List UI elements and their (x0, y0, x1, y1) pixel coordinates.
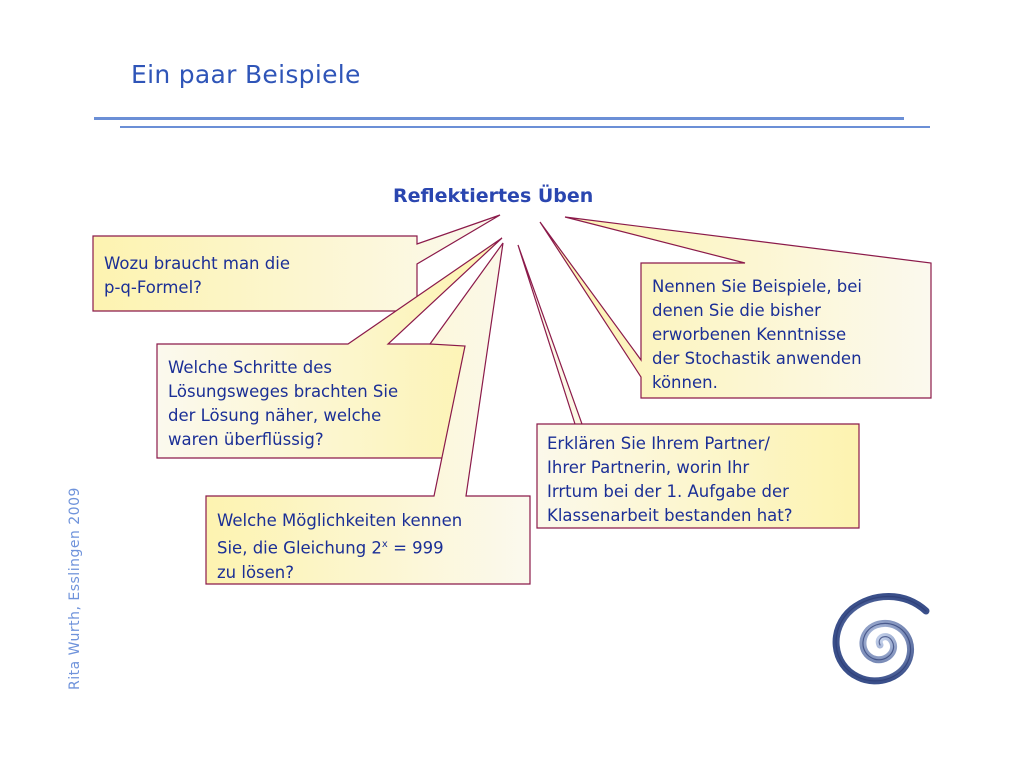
box-line: p-q-Formel? (104, 278, 202, 297)
spiral-logo-icon (818, 585, 938, 695)
box-line: der Stochastik anwenden (652, 349, 862, 368)
diagram-heading: Reflektiertes Üben (393, 185, 594, 207)
box-line: Welche Schritte des (168, 358, 332, 377)
box-line: Wozu braucht man die (104, 254, 290, 273)
box-loesungsweg (158, 352, 458, 456)
box-line: waren überflüssig? (168, 430, 324, 449)
box-irrtum (537, 428, 857, 532)
box-gleichung (207, 505, 529, 589)
box-line: erworbenen Kenntnisse (652, 325, 847, 344)
box-line: der Lösung näher, welche (168, 406, 382, 425)
box-line: zu lösen? (217, 562, 295, 582)
box-line: Erklären Sie Ihrem Partner/ (547, 434, 770, 453)
box-line: Lösungsweges brachten Sie (168, 382, 399, 401)
box-line: können. (652, 373, 718, 392)
box-line: Ihrer Partnerin, worin Ihr (547, 458, 750, 477)
box-line: Irrtum bei der 1. Aufgabe der (547, 482, 789, 501)
box-line: Welche Möglichkeiten kennen (217, 511, 463, 530)
footer-author: Rita Wurth, Esslingen 2009 (67, 487, 83, 690)
box-line: Klassenarbeit bestanden hat? (547, 506, 793, 525)
box-pq-formel (94, 248, 414, 304)
box-line: denen Sie die bisher (652, 301, 821, 320)
slide-title: Ein paar Beispiele (131, 60, 361, 89)
box-stochastik (642, 271, 930, 399)
exponent: x (381, 539, 388, 550)
box-line: Nennen Sie Beispiele, bei (652, 277, 863, 296)
box-line-equation: Sie, die Gleichung $2^x = 999$ (217, 538, 444, 558)
